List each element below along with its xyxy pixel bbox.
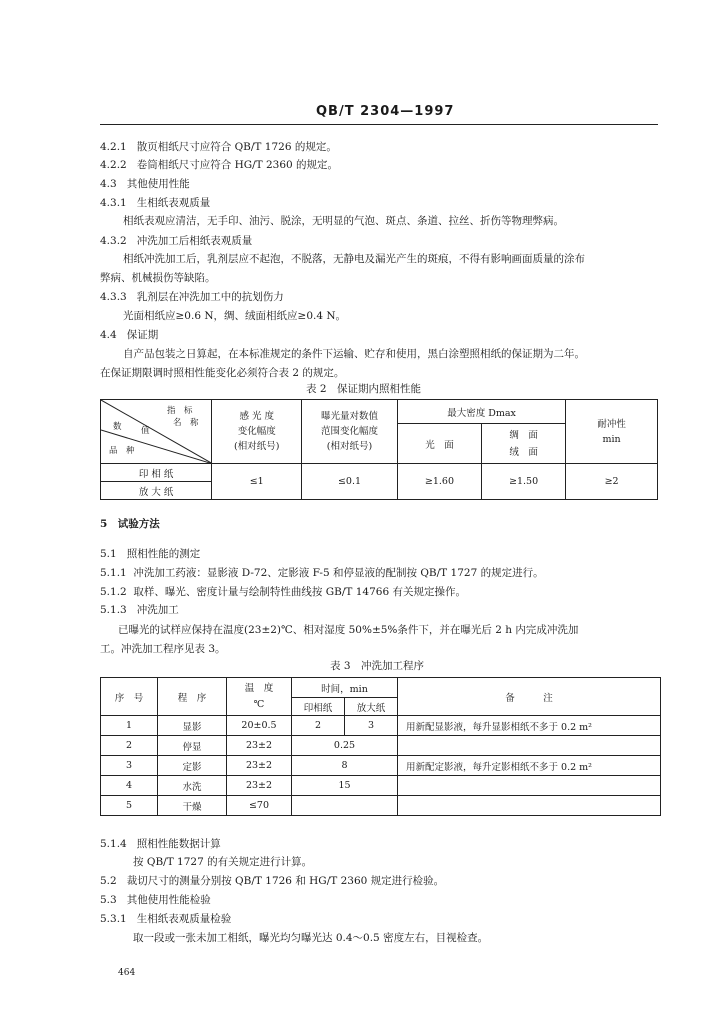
table2-corner-value-right: 值 xyxy=(141,426,150,436)
table-3 xyxy=(100,677,661,816)
clause-5-1-3-body1: 已曝光的试样应保持在温度(23±2)℃、相对湿度 50%±5%条件下，并在曝光后 2 h 内完成冲洗加 xyxy=(118,624,579,636)
table3-cell-temp: 23±2 xyxy=(227,756,292,776)
table2-corner-value-left: 数 xyxy=(113,422,122,432)
table2-value-durability: ≥2 xyxy=(566,464,658,500)
table3-cell-temp: 23±2 xyxy=(227,736,292,756)
table3-cell-seq: 2 xyxy=(101,736,158,756)
clause-5-1-4: 5.1.4 照相性能数据计算 xyxy=(100,838,221,850)
clause-4-3-1: 4.3.1 生相纸表观质量 xyxy=(100,197,211,209)
table3-cell-proc: 定影 xyxy=(158,756,227,776)
table3-cell-note xyxy=(398,736,661,756)
table-row xyxy=(101,716,661,736)
table2-corner-top: 指 标 xyxy=(167,406,193,416)
table3-head-seq: 序 号 xyxy=(101,678,158,716)
table3-cell-note xyxy=(398,776,661,796)
table3-cell-time xyxy=(292,796,398,816)
clause-4-2-1: 4.2.1 散页相纸尺寸应符合 QB/T 1726 的规定。 xyxy=(100,141,337,153)
table2-value-silk: ≥1.50 xyxy=(482,464,566,500)
table3-cell-proc: 显影 xyxy=(158,716,227,736)
table2-value-glossy: ≥1.60 xyxy=(397,464,481,500)
clause-5-1-3: 5.1.3 冲洗加工 xyxy=(100,604,179,616)
table2-col-dmax: 最大密度 Dmax xyxy=(397,400,565,424)
table3-cell-proc: 停显 xyxy=(158,736,227,756)
table2-col-sensitivity: 感 光 度 变化幅度 (相对纸号) xyxy=(212,400,302,464)
table3-cell-seq: 1 xyxy=(101,716,158,736)
table2-col-durability: 耐冲性 min xyxy=(566,400,658,464)
clause-5-1-4-body: 按 QB/T 1727 的有关规定进行计算。 xyxy=(133,856,313,868)
table2-col-silk-velvet: 绸 面 绒 面 xyxy=(482,424,566,464)
table2-corner-variety: 品 种 xyxy=(109,446,135,456)
table2-caption: 表 2 保证期内照相性能 xyxy=(306,383,422,395)
table-row xyxy=(101,776,661,796)
clause-4-4-body2: 在保证期限调时照相性能变化必须符合表 2 的规定。 xyxy=(100,367,345,379)
clause-4-2-2: 4.2.2 卷筒相纸尺寸应符合 HG/T 2360 的规定。 xyxy=(100,159,339,171)
table-row xyxy=(101,756,661,776)
table3-cell-note: 用新配显影液，每升显影相纸不多于 0.2 m² xyxy=(398,716,661,736)
table2-row-print-paper: 印 相 纸 xyxy=(101,464,212,482)
clause-4-3-1-body: 相纸表观应清洁，无手印、油污、脱涂，无明显的气泡、斑点、条道、拉丝、折伤等物理弊病。 xyxy=(123,215,564,227)
table3-cell-note xyxy=(398,796,661,816)
table2-value-sensitivity: ≤1 xyxy=(212,464,302,500)
table3-cell-time: 0.25 xyxy=(292,736,398,756)
clause-4-4-body1: 自产品包装之日算起，在本标准规定的条件下运输、贮存和使用，黑白涂塑照相纸的保证期为二年。 xyxy=(123,348,585,360)
table-2 xyxy=(100,399,658,500)
table3-cell-time: 15 xyxy=(292,776,398,796)
clause-4-3-3: 4.3.3 乳剂层在冲洗加工中的抗划伤力 xyxy=(100,291,284,303)
table3-head-enlarge: 放大纸 xyxy=(345,698,398,716)
clause-5-3-1: 5.3.1 生相纸表观质量检验 xyxy=(100,913,232,925)
clause-4-3-3-body: 光面相纸应≥0.6 N，绸、绒面相纸应≥0.4 N。 xyxy=(123,310,347,322)
table2-col-exposure: 曝光量对数值 范围变化幅度 (相对纸号) xyxy=(302,400,398,464)
table2-value-exposure: ≤0.1 xyxy=(302,464,398,500)
table3-cell-temp: 20±0.5 xyxy=(227,716,292,736)
table3-cell-seq: 4 xyxy=(101,776,158,796)
table3-cell-enlarge: 3 xyxy=(345,716,398,736)
table3-cell-temp: ≤70 xyxy=(227,796,292,816)
header-rule xyxy=(100,124,658,125)
table2-corner-name: 名 称 xyxy=(173,418,199,428)
table3-cell-temp: 23±2 xyxy=(227,776,292,796)
table2-col-glossy: 光 面 xyxy=(397,424,481,464)
table3-head-proc: 程 序 xyxy=(158,678,227,716)
table3-cell-note: 用新配定影液，每升定影相纸不多于 0.2 m² xyxy=(398,756,661,776)
table3-head-time: 时间，min xyxy=(292,678,398,698)
section-5-title: 5 试验方法 xyxy=(100,518,160,530)
clause-5-1-3-body2: 工。冲洗加工程序见表 3。 xyxy=(100,643,226,655)
table3-cell-proc: 干燥 xyxy=(158,796,227,816)
table3-head-temp: 温 度 ℃ xyxy=(227,678,292,716)
table3-cell-seq: 3 xyxy=(101,756,158,776)
clause-4-4: 4.4 保证期 xyxy=(100,329,159,341)
clause-4-3-2-body2: 弊病、机械损伤等缺陷。 xyxy=(100,272,216,284)
table-row xyxy=(101,736,661,756)
table3-caption: 表 3 冲洗加工程序 xyxy=(330,660,425,672)
table2-row-enlarge-paper: 放 大 纸 xyxy=(101,482,212,500)
table2-corner-cell xyxy=(101,400,212,464)
table3-head-note: 备 注 xyxy=(398,678,661,716)
clause-5-1: 5.1 照相性能的测定 xyxy=(100,548,201,560)
table3-cell-print: 2 xyxy=(292,716,345,736)
table3-cell-time: 8 xyxy=(292,756,398,776)
table-row xyxy=(101,796,661,816)
clause-4-3-2: 4.3.2 冲洗加工后相纸表观质量 xyxy=(100,235,253,247)
clause-4-3: 4.3 其他使用性能 xyxy=(100,178,190,190)
clause-5-1-1: 5.1.1 冲洗加工药液：显影液 D-72、定影液 F-5 和停显液的配制按 QB/T 1727 的规定进行。 xyxy=(100,567,544,579)
standard-code: QB/T 2304—1997 xyxy=(316,104,455,119)
clause-5-3-1-body: 取一段或一张未加工相纸，曝光均匀曝光达 0.4～0.5 密度左右，目视检查。 xyxy=(133,932,489,944)
table3-cell-seq: 5 xyxy=(101,796,158,816)
clause-5-2: 5.2 裁切尺寸的测量分别按 QB/T 1726 和 HG/T 2360 规定进行检验。 xyxy=(100,875,445,887)
clause-5-3: 5.3 其他使用性能检验 xyxy=(100,894,211,906)
table3-head-print: 印相纸 xyxy=(292,698,345,716)
clause-4-3-2-body1: 相纸冲洗加工后，乳剂层应不起泡，不脱落，无静电及漏光产生的斑痕，不得有影响画面质量的涂布 xyxy=(123,253,585,265)
clause-5-1-2: 5.1.2 取样、曝光、密度计量与绘制特性曲线按 GB/T 14766 有关规定操作。 xyxy=(100,586,466,598)
page-number: 464 xyxy=(118,968,136,978)
table3-cell-proc: 水洗 xyxy=(158,776,227,796)
